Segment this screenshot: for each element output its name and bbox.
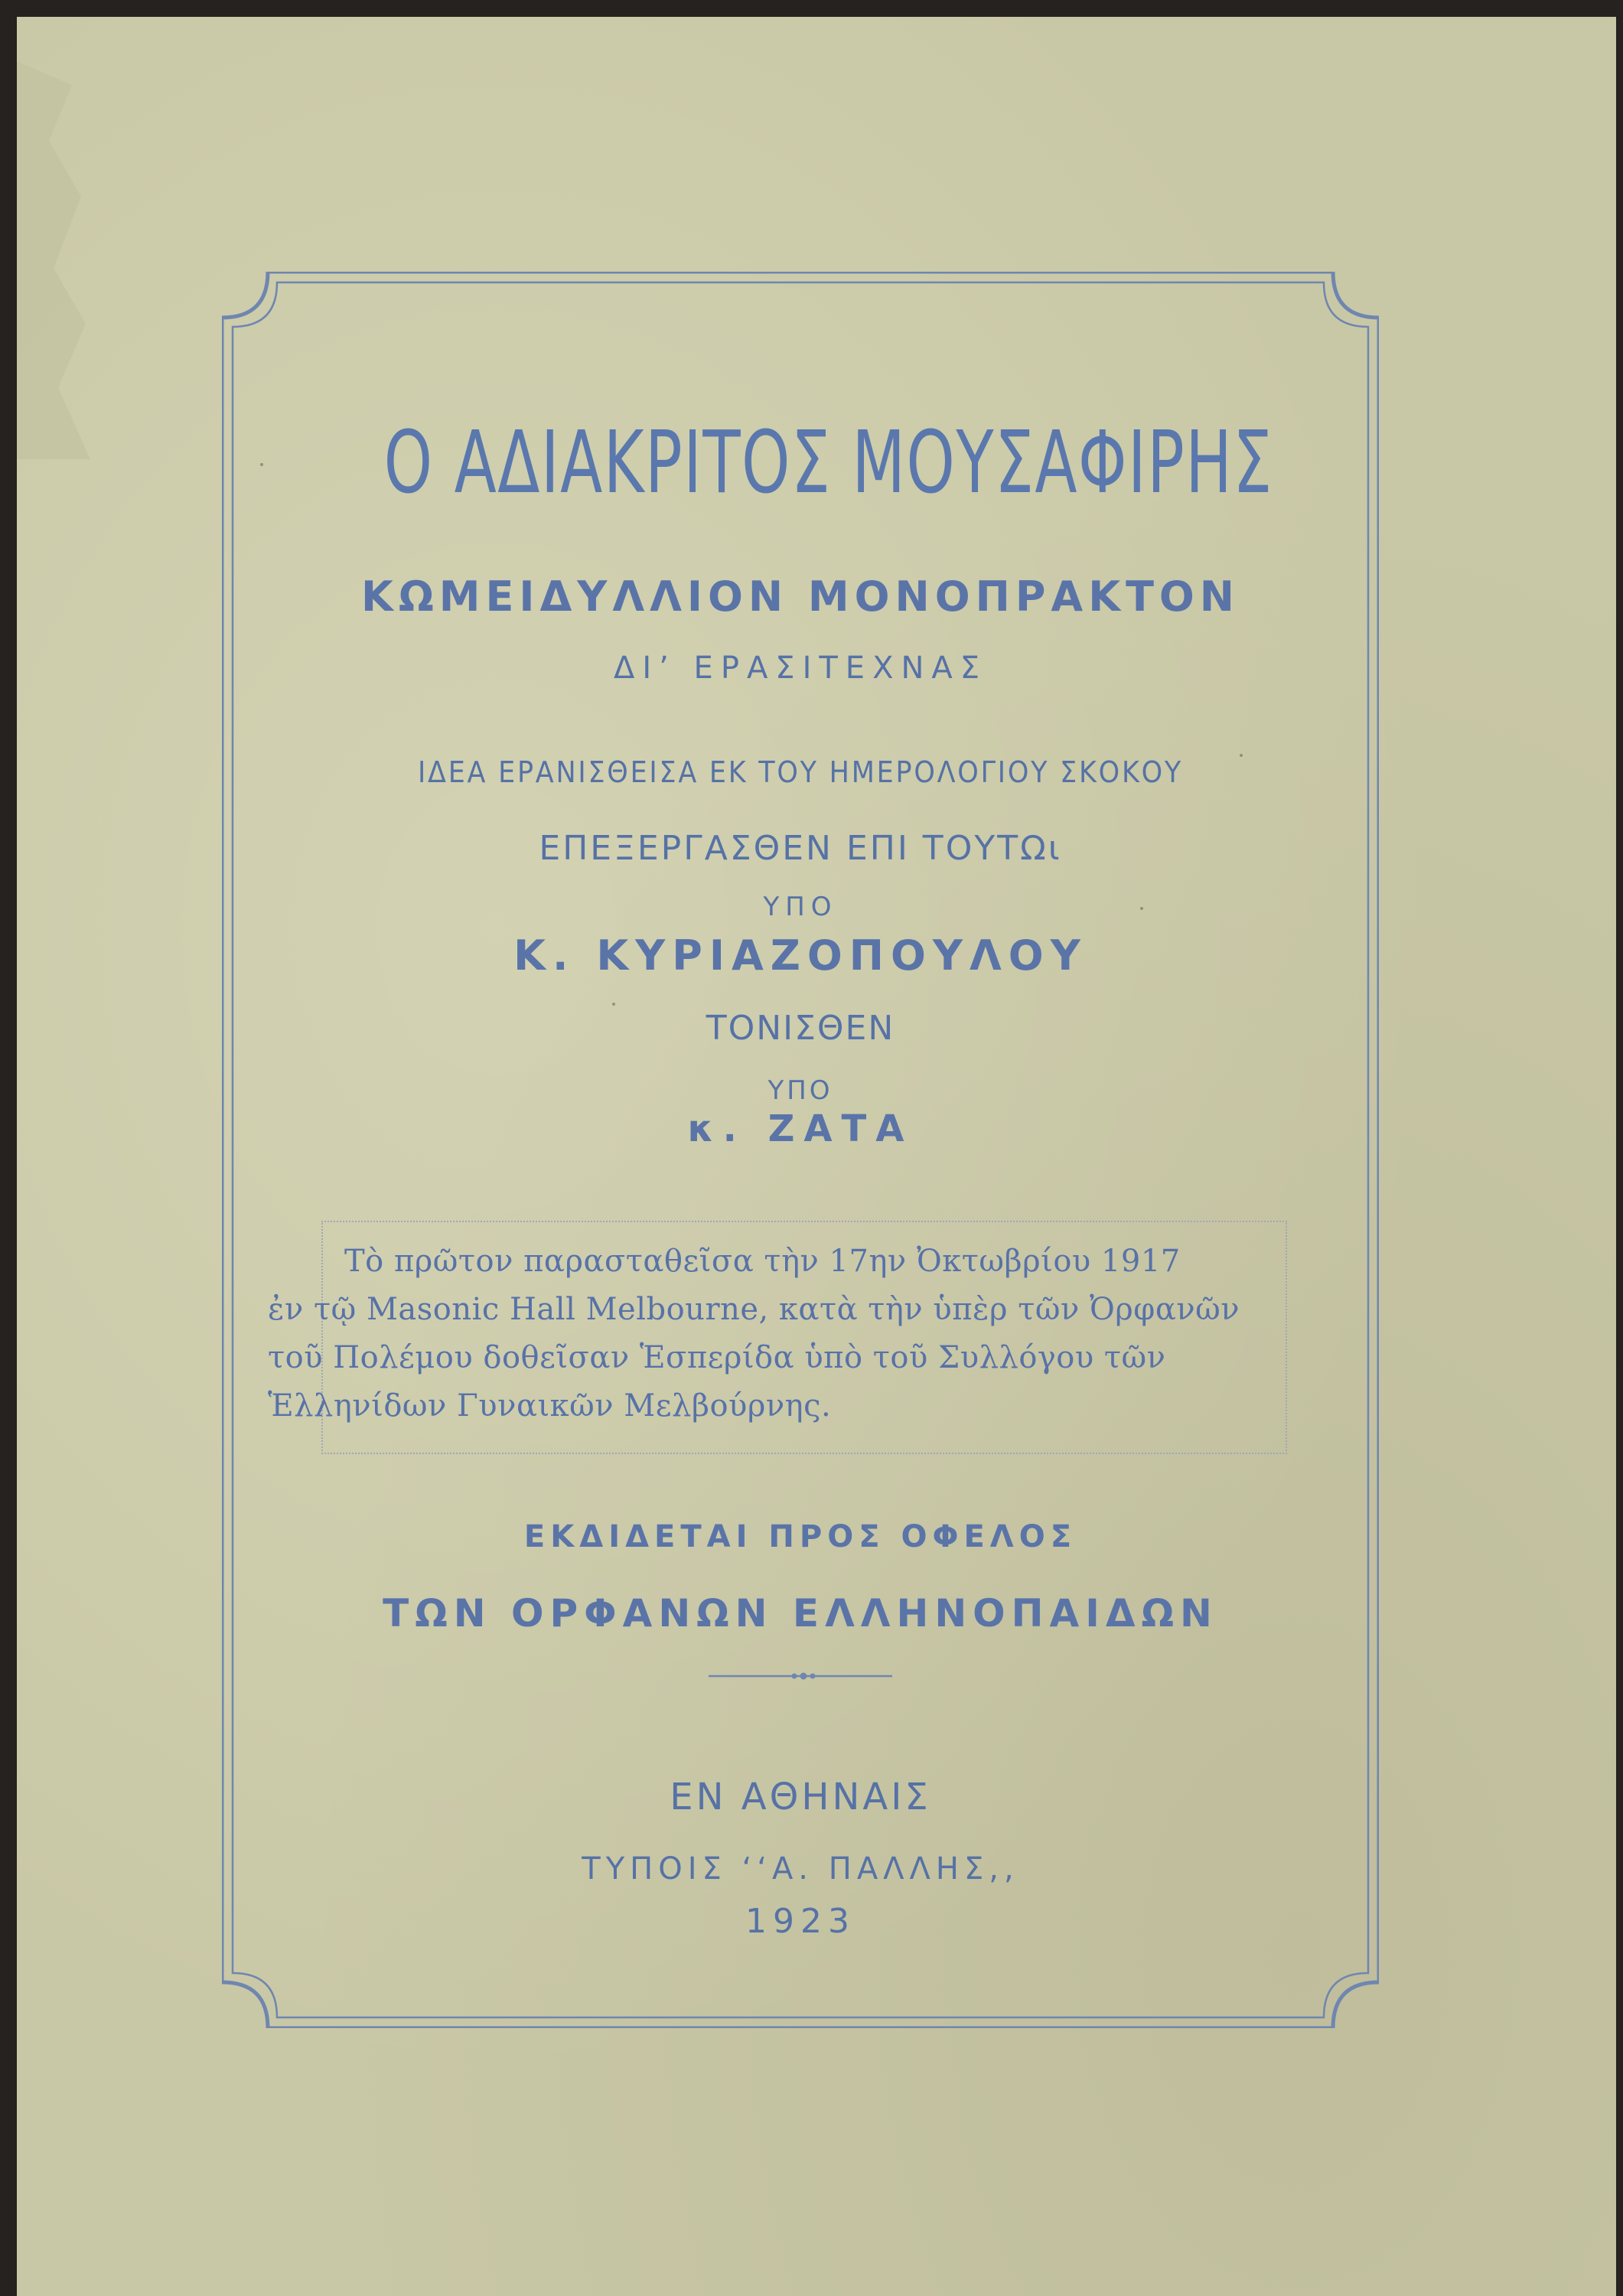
play-title: Ο ΑΔΙΑΚΡΙΤΟΣ ΜΟΥΣΑΦΙΡΗΣ [383,413,1273,513]
premiere-note [268,1238,1278,1430]
paper-speck [1240,754,1243,757]
author-name: Κ. ΚΥΡΙΑΖΟΠΟΥΛΟΥ [513,931,1087,980]
paper-speck [612,1003,615,1006]
printer-line: ΤΥΠΟΙΣ ‘‘Α. ΠΑΛΛΗΣ,, [582,1851,1019,1887]
ornament-rule [709,1668,892,1684]
composer-name: κ. ΖΑΤΑ [687,1107,914,1150]
audience-line: ΔΙ’ ΕΡΑΣΙΤΕΧΝΑΣ [613,651,988,686]
note-line: ἐν τῷ Masonic Hall Melbourne, κατὰ τὴν ὑπὲρ τῶν Ὀρφανῶν [268,1292,1240,1327]
adaptation-line: ΕΠΕΞΕΡΓΑΣΘΕΝ ΕΠΙ ΤΟΥΤΩι [539,829,1062,868]
paper-speck [260,463,263,466]
by-label-composer: ΥΠΟ [768,1075,833,1106]
beneficiaries-line: ΤΩΝ ΟΡΦΑΝΩΝ ΕΛΛΗΝΟΠΑΙΔΩΝ [383,1591,1218,1636]
benefit-line: ΕΚΔΙΔΕΤΑΙ ΠΡΟΣ ΟΦΕΛΟΣ [523,1519,1077,1554]
publication-year: 1923 [745,1902,855,1941]
place-of-publication: ΕΝ ΑΘΗΝΑΙΣ [670,1776,931,1818]
paper-speck [1140,907,1143,910]
music-line: ΤΟΝΙΣΘΕΝ [706,1009,895,1048]
note-line: Τὸ πρῶτον παρασταθεῖσα τὴν 17ην Ὀκτωβρίου 1917 [344,1244,1181,1279]
idea-source-line: ΙΔΕΑ ΕΡΑΝΙΣΘΕΙΣΑ ΕΚ ΤΟΥ ΗΜΕΡΟΛΟΓΙΟΥ ΣΚΟΚΟΥ [417,755,1184,789]
title-page [222,272,1379,2028]
note-line: τοῦ Πολέμου δοθεῖσαν Ἑσπερίδα ὑπὸ τοῦ Συλλόγου τῶν [268,1340,1166,1375]
note-line: Ἑλληνίδων Γυναικῶν Μελβούρνης. [268,1388,832,1424]
play-subtitle: ΚΩΜΕΙΔΥΛΛΙΟΝ ΜΟΝΟΠΡΑΚΤΟΝ [360,572,1240,621]
by-label-author: ΥΠΟ [763,892,838,922]
